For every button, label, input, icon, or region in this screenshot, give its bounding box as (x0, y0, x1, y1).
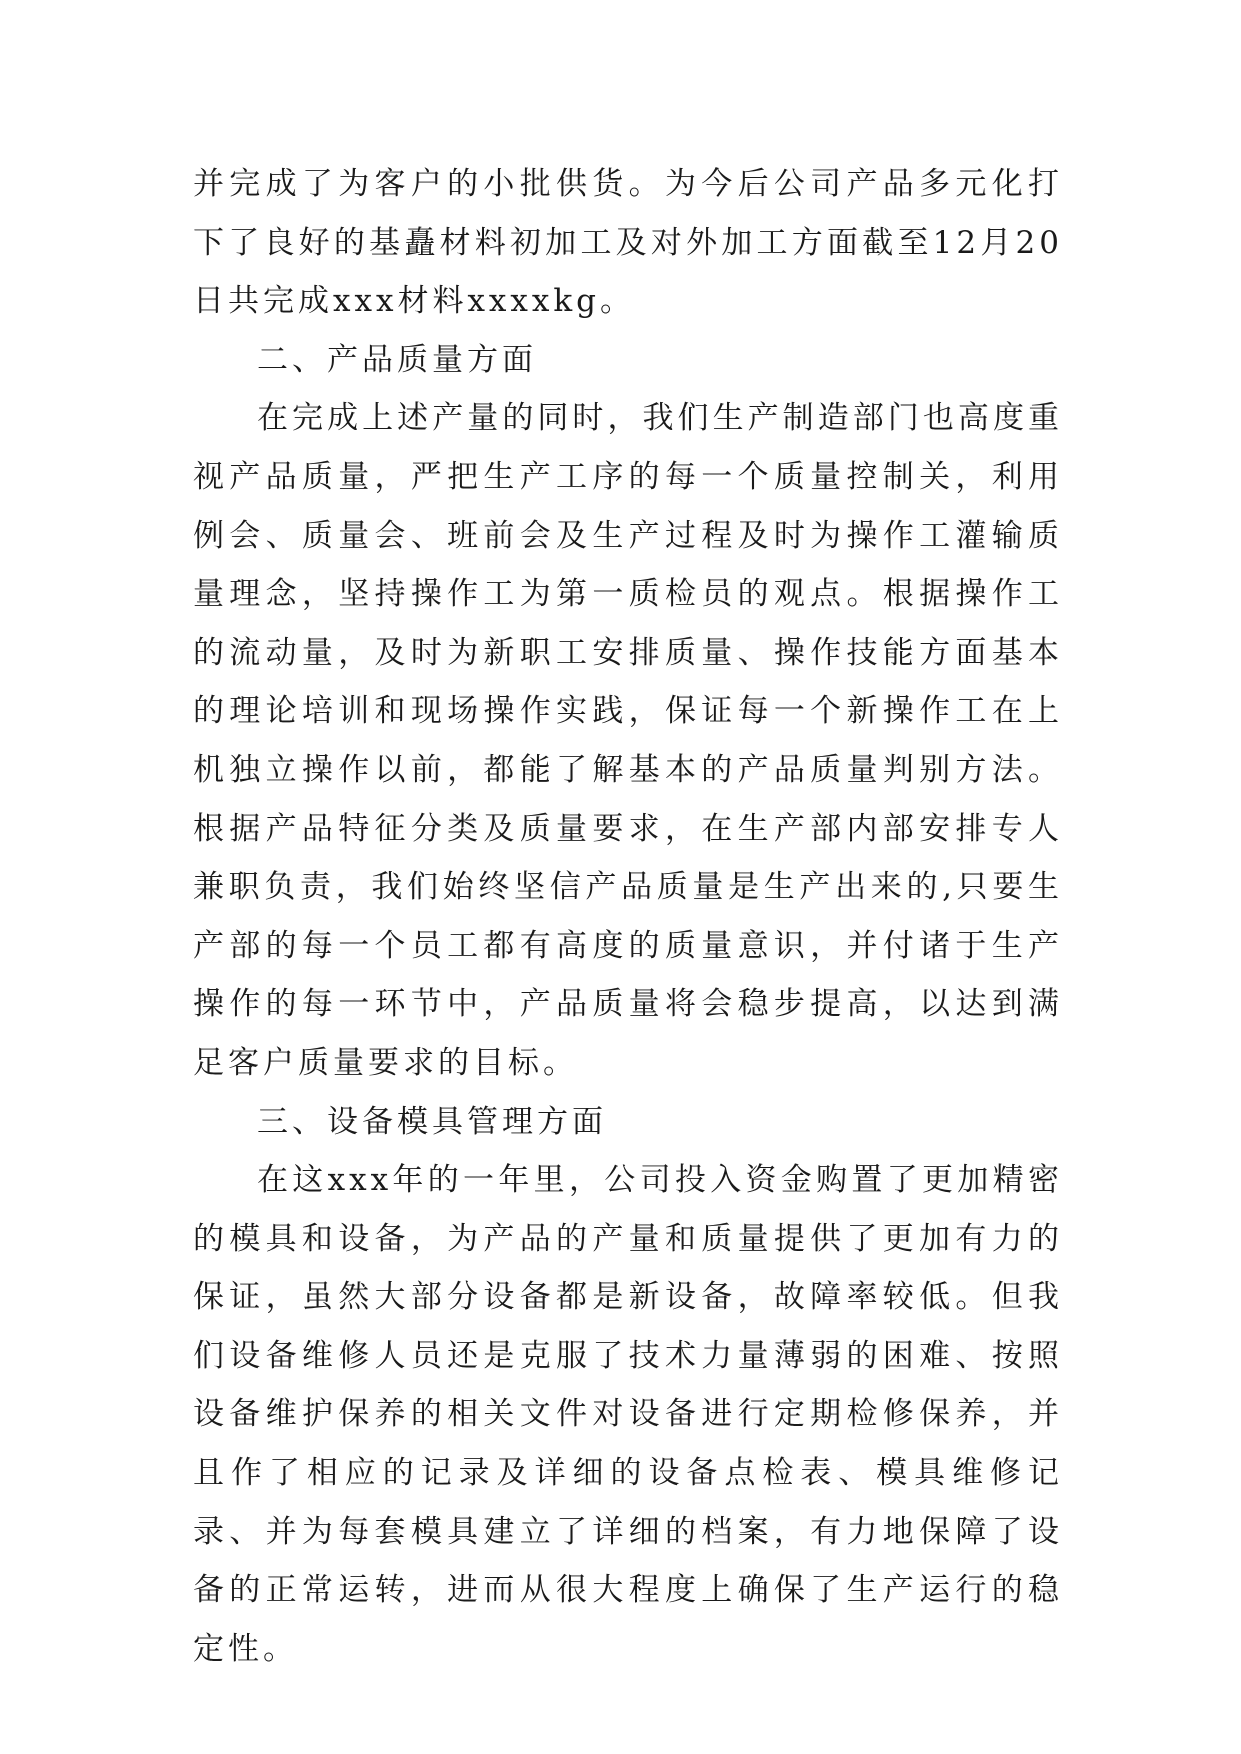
paragraph-equipment-mold: 在这xxx年的一年里，公司投入资金购置了更加精密的模具和设备，为产品的产量和质量提供了更加有力的保证，虽然大部分设备都是新设备，故障率较低。但我们设备维修人员还是克服了技术力量薄弱的困难、按照设备维护保养的相关文件对设备进行定期检修保养，并且作了相应的记录及详细的设备点检表、模具维修记录、并为每套模具建立了详细的档案，有力地保障了设备的正常运转，进而从很大程度上确保了生产运行的稳定性。 (193, 1162, 1063, 1667)
section-heading-equipment-mold: 三、设备模具管理方面 (257, 1103, 607, 1140)
paragraph-continuation: 并完成了为客户的小批供货。为今后公司产品多元化打下了良好的基矗材料初加工及对外加工方面截至12月20日共完成xxx材料xxxxkg。 (193, 166, 1063, 320)
paragraph-product-quality: 在完成上述产量的同时，我们生产制造部门也高度重视产品质量，严把生产工序的每一个质量控制关，利用例会、质量会、班前会及生产过程及时为操作工灌输质量理念，坚持操作工为第一质检员的观点。根据操作工的流动量，及时为新职工安排质量、操作技能方面基本的理论培训和现场操作实践，保证每一个新操作工在上机独立操作以前，都能了解基本的产品质量判别方法。根据产品特征分类及质量要求，在生产部内部安排专人兼职负责，我们始终坚信产品质量是生产出来的,只要生产部的每一个员工都有高度的质量意识，并付诸于生产操作的每一环节中，产品质量将会稳步提高，以达到满足客户质量要求的目标。 (193, 400, 1063, 1081)
section-heading-product-quality: 二、产品质量方面 (257, 341, 537, 378)
document-body (193, 155, 1063, 1678)
